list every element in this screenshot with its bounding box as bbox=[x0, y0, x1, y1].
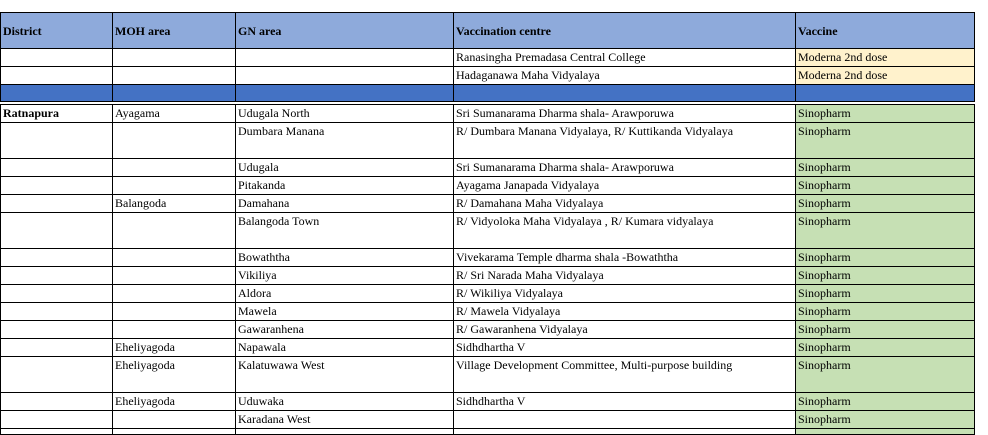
table-row-partial bbox=[1, 429, 975, 435]
cell-vaccine[interactable]: Sinopharm bbox=[796, 321, 975, 339]
cell-vaccine[interactable]: Sinopharm bbox=[796, 411, 975, 429]
cell-vaccine[interactable]: Sinopharm bbox=[796, 285, 975, 303]
separator-cell bbox=[113, 85, 236, 102]
cell-vaccination-centre[interactable]: Village Development Committee, Multi-purpose building bbox=[454, 357, 796, 393]
cell-district[interactable] bbox=[1, 195, 113, 213]
cell-vaccination-centre[interactable]: Ayagama Janapada Vidyalaya bbox=[454, 177, 796, 195]
cell-moh-area[interactable] bbox=[113, 267, 236, 285]
table-row bbox=[1, 67, 975, 85]
cell-vaccine[interactable]: Sinopharm bbox=[796, 249, 975, 267]
header-gn-area[interactable]: GN area bbox=[236, 13, 454, 49]
cell-gn-area[interactable]: Gawaranhena bbox=[236, 321, 454, 339]
cell-gn-area[interactable]: Kalatuwawa West bbox=[236, 357, 454, 393]
table-row bbox=[1, 159, 975, 177]
table-row bbox=[1, 285, 975, 303]
cell-district[interactable] bbox=[1, 339, 113, 357]
cell-moh-area[interactable] bbox=[113, 67, 236, 85]
cell-gn-area[interactable]: Udugala bbox=[236, 159, 454, 177]
cell-gn-area[interactable] bbox=[236, 67, 454, 85]
table-row bbox=[1, 123, 975, 159]
cell-district[interactable] bbox=[1, 159, 113, 177]
table-row bbox=[1, 393, 975, 411]
cell-moh-area[interactable]: Eheliyagoda bbox=[113, 339, 236, 357]
separator-cell bbox=[454, 85, 796, 102]
cell-district[interactable] bbox=[1, 123, 113, 159]
cell-vaccine[interactable]: Sinopharm bbox=[796, 177, 975, 195]
cell-gn-area[interactable]: Balangoda Town bbox=[236, 213, 454, 249]
table-row bbox=[1, 267, 975, 285]
cell-vaccination-centre[interactable]: R/ Dumbara Manana Vidyalaya, R/ Kuttikanda Vidyalaya bbox=[454, 123, 796, 159]
cell-vaccination-centre[interactable]: Sidhdhartha V bbox=[454, 339, 796, 357]
cell-moh-area[interactable] bbox=[113, 411, 236, 429]
cell-vaccine[interactable]: Sinopharm bbox=[796, 303, 975, 321]
cell-vaccine[interactable]: Sinopharm bbox=[796, 159, 975, 177]
table-row bbox=[1, 303, 975, 321]
table-row bbox=[1, 177, 975, 195]
cell-moh-area[interactable]: Eheliyagoda bbox=[113, 357, 236, 393]
cell-vaccination-centre[interactable]: Hadaganawa Maha Vidyalaya bbox=[454, 67, 796, 85]
cell-vaccine[interactable]: Moderna 2nd dose bbox=[796, 67, 975, 85]
cell-vaccine[interactable]: Sinopharm bbox=[796, 267, 975, 285]
cell-vaccination-centre[interactable]: R/ Wikiliya Vidyalaya bbox=[454, 285, 796, 303]
cell-vaccination-centre[interactable]: Sri Sumanarama Dharma shala- Arawporuwa bbox=[454, 159, 796, 177]
table-row bbox=[1, 195, 975, 213]
cell-district[interactable] bbox=[1, 177, 113, 195]
header-district[interactable]: District bbox=[1, 13, 113, 49]
separator-cell bbox=[796, 85, 975, 102]
cell-vaccine[interactable]: Sinopharm bbox=[796, 105, 975, 123]
cell-vaccination-centre[interactable]: R/ Damahana Maha Vidyalaya bbox=[454, 195, 796, 213]
cell-moh-area[interactable] bbox=[113, 213, 236, 249]
cell-gn-area[interactable]: Karadana West bbox=[236, 411, 454, 429]
table-row bbox=[1, 321, 975, 339]
cell-moh-area[interactable] bbox=[113, 123, 236, 159]
cell-district[interactable] bbox=[1, 411, 113, 429]
cell-gn-area[interactable]: Bowaththa bbox=[236, 249, 454, 267]
cell-gn-area[interactable]: Napawala bbox=[236, 339, 454, 357]
separator-row bbox=[1, 85, 975, 102]
cell-moh-area[interactable]: Eheliyagoda bbox=[113, 393, 236, 411]
header-moh-area[interactable]: MOH area bbox=[113, 13, 236, 49]
cell-district[interactable] bbox=[1, 49, 113, 67]
cell-district[interactable]: Ratnapura bbox=[1, 105, 113, 123]
cell-moh-area[interactable] bbox=[113, 177, 236, 195]
cell-vaccination-centre[interactable]: Ranasingha Premadasa Central College bbox=[454, 49, 796, 67]
cell-gn-area[interactable]: Dumbara Manana bbox=[236, 123, 454, 159]
cell-moh-area[interactable] bbox=[113, 49, 236, 67]
table-row bbox=[1, 339, 975, 357]
cell-vaccination-centre[interactable]: R/ Mawela Vidyalaya bbox=[454, 303, 796, 321]
cell-gn-area[interactable]: Aldora bbox=[236, 285, 454, 303]
table-row bbox=[1, 49, 975, 67]
cell-moh-area[interactable] bbox=[113, 285, 236, 303]
cell-moh-area[interactable]: Balangoda bbox=[113, 195, 236, 213]
table-row bbox=[1, 357, 975, 393]
cell-vaccination-centre[interactable]: R/ Sri Narada Maha Vidyalaya bbox=[454, 267, 796, 285]
cell-district[interactable] bbox=[1, 357, 113, 393]
cell-gn-area[interactable]: Vikiliya bbox=[236, 267, 454, 285]
cell-gn-area[interactable]: Udugala North bbox=[236, 105, 454, 123]
cell-gn-area[interactable]: Mawela bbox=[236, 303, 454, 321]
cell-vaccine[interactable]: Sinopharm bbox=[796, 339, 975, 357]
cell-vaccination-centre[interactable]: R/ Vidyoloka Maha Vidyalaya , R/ Kumara vidyalaya bbox=[454, 213, 796, 249]
cell-district[interactable] bbox=[1, 213, 113, 249]
cell-vaccine[interactable]: Sinopharm bbox=[796, 213, 975, 249]
cell-vaccination-centre[interactable]: R/ Gawaranhena Vidyalaya bbox=[454, 321, 796, 339]
top-margin bbox=[0, 0, 988, 12]
table-row bbox=[1, 411, 975, 429]
cell-gn-area[interactable] bbox=[236, 49, 454, 67]
cell-vaccine[interactable]: Sinopharm bbox=[796, 357, 975, 393]
cell-vaccine[interactable]: Sinopharm bbox=[796, 195, 975, 213]
cell-vaccination-centre[interactable]: Sri Sumanarama Dharma shala- Arawporuwa bbox=[454, 105, 796, 123]
cell-district[interactable] bbox=[1, 303, 113, 321]
cell-moh-area[interactable] bbox=[113, 303, 236, 321]
cell-gn-area[interactable]: Damahana bbox=[236, 195, 454, 213]
separator-cell bbox=[1, 85, 113, 102]
cell-district[interactable] bbox=[1, 321, 113, 339]
vaccination-schedule-table bbox=[0, 12, 975, 435]
cell-vaccination-centre[interactable]: Sidhdhartha V bbox=[454, 393, 796, 411]
cell-gn-area[interactable]: Uduwaka bbox=[236, 393, 454, 411]
header-vaccine[interactable]: Vaccine bbox=[796, 13, 975, 49]
cell-moh-area[interactable] bbox=[113, 249, 236, 267]
table-row bbox=[1, 249, 975, 267]
cell-vaccination-centre[interactable] bbox=[454, 411, 796, 429]
cell-district[interactable] bbox=[1, 285, 113, 303]
cell-moh-area[interactable] bbox=[113, 321, 236, 339]
cell-district[interactable] bbox=[1, 249, 113, 267]
table-row bbox=[1, 213, 975, 249]
cell-vaccine[interactable]: Sinopharm bbox=[796, 123, 975, 159]
cell-district[interactable] bbox=[1, 267, 113, 285]
separator-cell bbox=[236, 85, 454, 102]
cell-district[interactable] bbox=[1, 393, 113, 411]
cell-vaccine[interactable]: Sinopharm bbox=[796, 393, 975, 411]
cell-gn-area[interactable]: Pitakanda bbox=[236, 177, 454, 195]
cell-moh-area[interactable]: Ayagama bbox=[113, 105, 236, 123]
table-row bbox=[1, 105, 975, 123]
cell-vaccine[interactable]: Moderna 2nd dose bbox=[796, 49, 975, 67]
cell-vaccination-centre[interactable]: Vivekarama Temple dharma shala -Bowaththa bbox=[454, 249, 796, 267]
header-vaccination-centre[interactable]: Vaccination centre bbox=[454, 13, 796, 49]
cell-district[interactable] bbox=[1, 67, 113, 85]
cell-moh-area[interactable] bbox=[113, 159, 236, 177]
header-row bbox=[1, 13, 975, 49]
